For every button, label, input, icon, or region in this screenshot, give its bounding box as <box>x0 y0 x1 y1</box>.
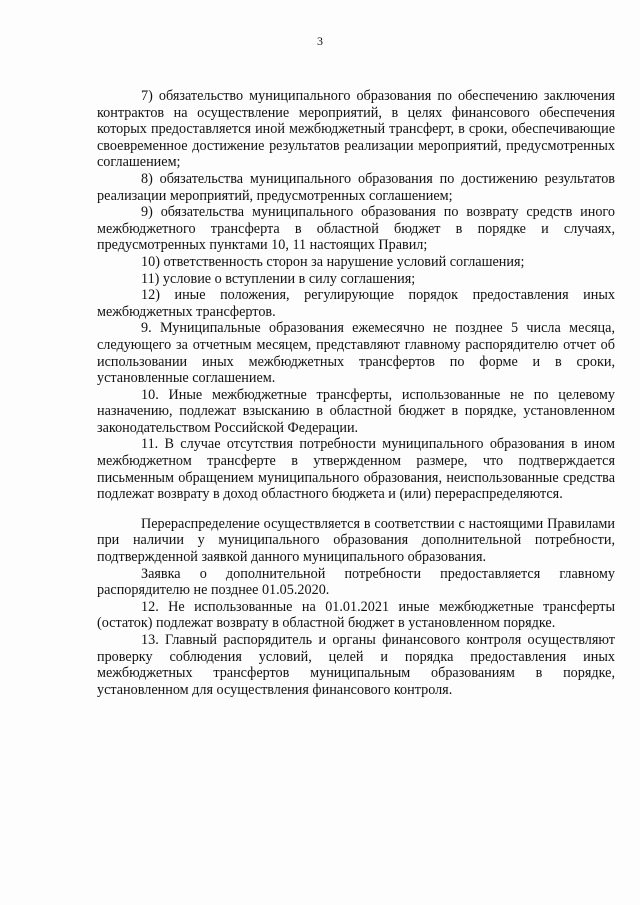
paragraph-clause-12: 12. Не использованные на 01.01.2021 иные межбюджетные трансферты (остаток) подлежат возврату в областной бюджет в установленном порядке. <box>97 598 615 632</box>
paragraph-item-8: 8) обязательства муниципального образования по достижению результатов реализации мероприятий, предусмотренных соглашением; <box>97 170 615 204</box>
paragraph-clause-13: 13. Главный распорядитель и органы финансового контроля осуществляют проверку соблюдения условий, целей и порядка предоставления иных межбюджетных трансфертов муниципальным образованиям в порядке, установленном для осуществления финансового контроля. <box>97 632 615 698</box>
page-number: 3 <box>317 34 323 48</box>
paragraph-clause-10: 10. Иные межбюджетные трансферты, использованные не по целевому назначению, подлежат взысканию в областной бюджет в порядке, установленном законодательством Российской Федерации. <box>97 386 615 436</box>
paragraph-item-11: 11) условие о вступлении в силу соглашения; <box>141 270 416 287</box>
document-body <box>97 88 615 698</box>
paragraph-redistribution: Перераспределение осуществляется в соответствии с настоящими Правилами при наличии у муниципального образования дополнительной потребности, подтвержденной заявкой данного муниципального образования. <box>97 515 615 566</box>
paragraph-item-12: 12) иные положения, регулирующие порядок предоставления иных межбюджетных трансфертов. <box>97 287 615 320</box>
paragraph-clause-11: 11. В случае отсутствия потребности муниципального образования в ином межбюджетном трансферте в утвержденном размере, что подтверждается письменным обращением муниципального образования, неиспользованные средства подлежат возврату в доход областного бюджета и (или) перераспределяются. <box>97 436 615 503</box>
paragraph-item-10: 10) ответственность сторон за нарушение условий соглашения; <box>141 253 525 270</box>
paragraph-item-7: 7) обязательство муниципального образования по обеспечению заключения контрактов на осуществление мероприятий, в целях финансового обеспечения которых предоставляется иной межбюджетный трансферт, в сроки, обеспечивающие своевременное достижение результатов реализации мероприятий, предусмотренных соглашением; <box>97 88 615 171</box>
paragraph-clause-9: 9. Муниципальные образования ежемесячно не позднее 5 числа месяца, следующего за отчетным месяцем, представляют главному распорядителю отчет об использовании иных межбюджетных трансфертов по форме и в сроки, установленные соглашением. <box>97 320 615 387</box>
paragraph-item-9: 9) обязательства муниципального образования по возврату средств иного межбюджетного трансферта в областной бюджет в порядке и случаях, предусмотренных пунктами 10, 11 настоящих Правил; <box>97 204 615 254</box>
paragraph-request: Заявка о дополнительной потребности предоставляется главному распорядителю не позднее 01.05.2020. <box>97 565 615 599</box>
